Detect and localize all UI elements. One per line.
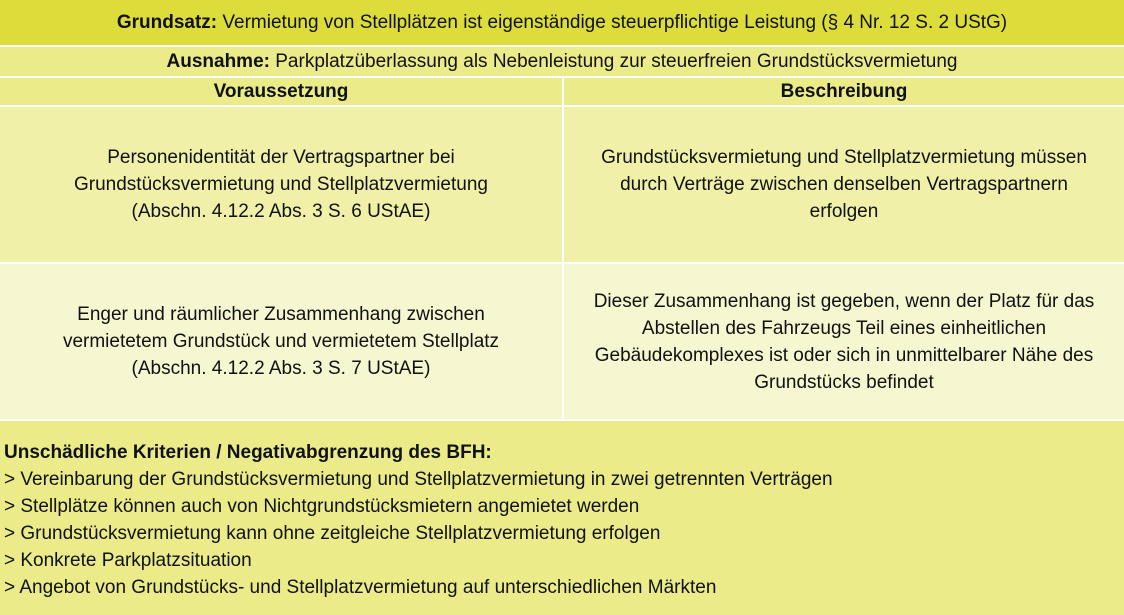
description-line: erfolgen bbox=[809, 201, 879, 222]
requirement-cell bbox=[0, 264, 562, 419]
header-requirement: Voraussetzung bbox=[0, 78, 562, 105]
principle-label: Grundsatz: bbox=[116, 11, 218, 33]
requirement-reference: (Abschn. 4.12.2 Abs. 3 S. 7 UStAE) bbox=[131, 358, 431, 379]
criteria-item: > Grundstücksvermietung kann ohne zeitgleiche Stellplatzvermietung erfolgen bbox=[4, 523, 661, 544]
table-header-row bbox=[0, 78, 1124, 105]
requirement-reference: (Abschn. 4.12.2 Abs. 3 S. 6 UStAE) bbox=[131, 201, 431, 222]
description-cell bbox=[564, 107, 1124, 262]
header-description: Beschreibung bbox=[564, 78, 1124, 105]
criteria-item: > Vereinbarung der Grundstücksvermietung und Stellplatzvermietung in zwei getrennten Verträgen bbox=[4, 469, 833, 490]
table-row bbox=[0, 264, 1124, 419]
criteria-item: > Stellplätze können auch von Nichtgrundstücksmietern angemietet werden bbox=[4, 496, 640, 517]
principle-band bbox=[0, 0, 1124, 45]
exception-label: Ausnahme: bbox=[166, 50, 270, 72]
requirement-line: Personenidentität der Vertragspartner bei bbox=[107, 147, 455, 168]
description-line: Grundstücks befindet bbox=[754, 371, 934, 393]
requirement-line: vermietetem Grundstück und vermietetem Stellplatz bbox=[62, 331, 500, 352]
exception-band bbox=[0, 47, 1124, 76]
criteria-heading: Unschädliche Kriterien / Negativabgrenzung des BFH: bbox=[4, 442, 492, 463]
exception-text: Parkplatzüberlassung als Nebenleistung zur steuerfreien Grundstücksvermietung bbox=[275, 50, 958, 72]
table-row bbox=[0, 107, 1124, 262]
principle-text: Vermietung von Stellplätzen ist eigenständige steuerpflichtige Leistung (§ 4 Nr. 12 S. 2 UStG) bbox=[222, 11, 1008, 33]
description-cell bbox=[564, 264, 1124, 419]
description-line: Gebäudekomplexes ist oder sich in unmittelbarer Nähe des bbox=[594, 344, 1094, 366]
requirement-line: Enger und räumlicher Zusammenhang zwischen bbox=[77, 304, 485, 325]
description-line: Dieser Zusammenhang ist gegeben, wenn der Platz für das bbox=[593, 290, 1095, 312]
requirement-cell bbox=[0, 107, 562, 262]
criteria-item: > Konkrete Parkplatzsituation bbox=[4, 550, 252, 571]
criteria-item: > Angebot von Grundstücks- und Stellplatzvermietung auf unterschiedlichen Märkten bbox=[4, 577, 717, 598]
description-line: Grundstücksvermietung und Stellplatzvermietung müssen bbox=[601, 147, 1087, 168]
criteria-section bbox=[0, 421, 1124, 615]
description-line: Abstellen des Fahrzeugs Teil eines einheitlichen bbox=[641, 317, 1047, 339]
requirement-line: Grundstücksvermietung und Stellplatzvermietung bbox=[74, 174, 488, 195]
description-line: durch Verträge zwischen denselben Vertragspartnern bbox=[620, 174, 1068, 195]
criteria-list bbox=[4, 466, 1124, 601]
